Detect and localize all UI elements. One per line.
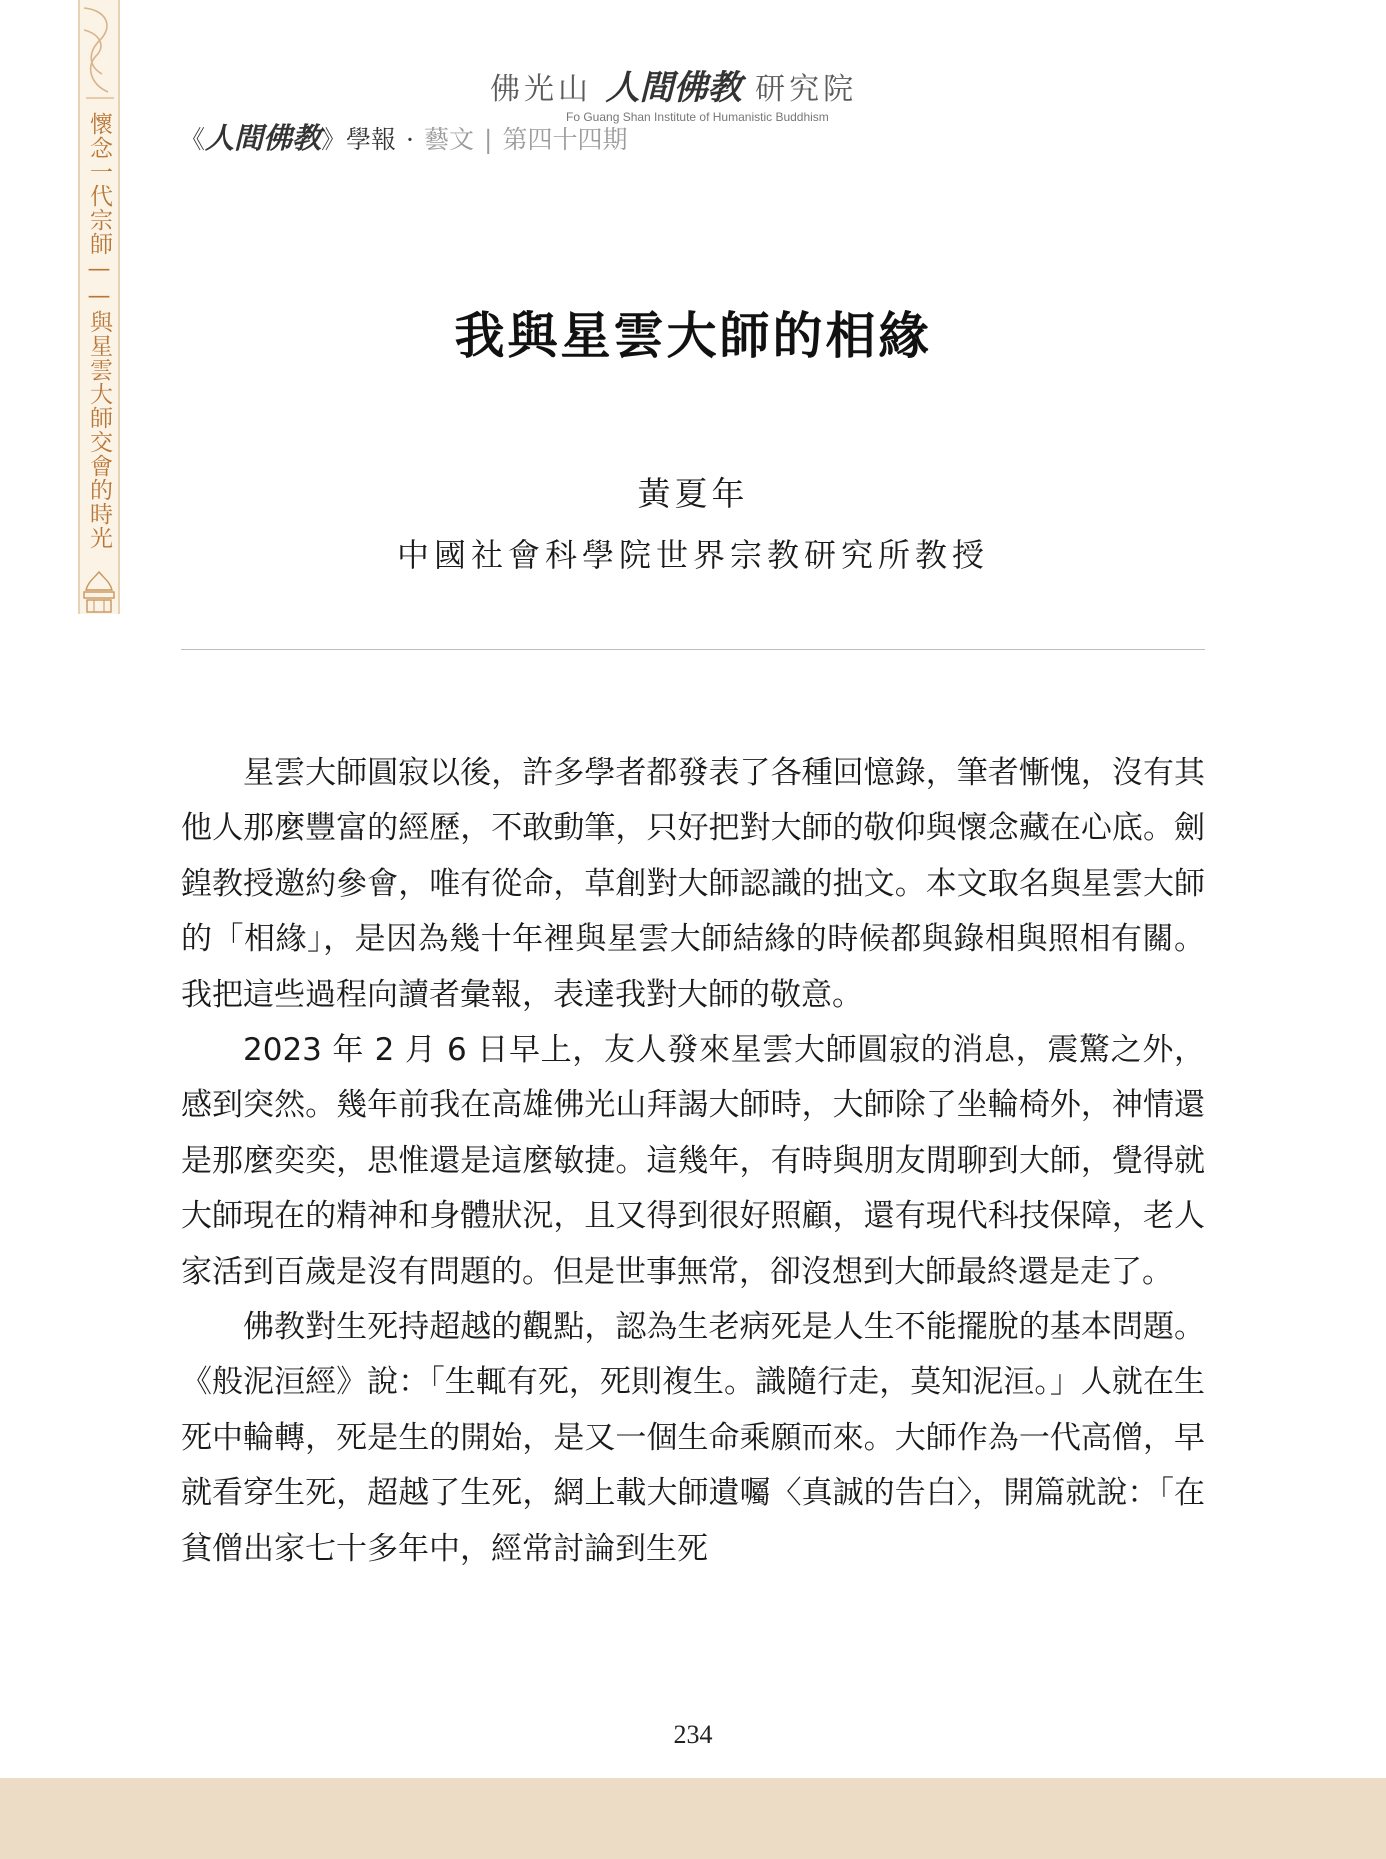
footer-band xyxy=(0,1778,1386,1859)
section-name: 藝文 xyxy=(424,125,475,154)
swirl-ornament-icon xyxy=(80,0,118,106)
institute-suffix: 研究院 xyxy=(755,72,858,107)
separator-bar: | xyxy=(484,125,493,154)
institute-name xyxy=(490,60,857,109)
journal-open: 《 xyxy=(180,125,206,154)
author-affiliation: 中國社會科學院世界宗教研究所教授 xyxy=(396,536,989,574)
body-paragraph: 佛教對生死持超越的觀點，認為生老病死是人生不能擺脫的基本問題。《般泥洹經》說：「生輒有死，死則複生。識隨行走，莫知泥洹。」人就在生死中輪轉，死是生的開始，是又一個生命乘願而來。大師作為一代高僧，早就看穿生死，超越了生死，網上載大師遺囑〈真誠的告白〉，開篇就說：「在貧僧出家七十多年中，經常討論到生死 xyxy=(181,1309,1205,1567)
institute-brand: 人間佛教 xyxy=(605,68,742,108)
institute-prefix: 佛光山 xyxy=(490,72,592,107)
issue-number: 第四十四期 xyxy=(502,125,628,154)
article-title: 我與星雲大師的相緣 xyxy=(454,306,932,365)
body-paragraph: 2023 年 2 月 6 日早上，友人發來星雲大師圓寂的消息，震驚之外，感到突然。幾年前我在高雄佛光山拜謁大師時，大師除了坐輪椅外，神情還是那麼奕奕，思惟還是這麼敏捷。這幾年，有時與朋友閒聊到大師，覺得就大師現在的精神和身體狀況，且又得到很好照顧，還有現代科技保障，老人家活到百歲是沒有問題的。但是世事無常，卻沒想到大師最終還是走了。 xyxy=(181,1032,1205,1290)
header-divider xyxy=(181,649,1205,650)
journal-running-head xyxy=(180,116,627,157)
article-body xyxy=(181,746,1205,1577)
body-paragraph: 星雲大師圓寂以後，許多學者都發表了各種回憶錄，筆者慚愧，沒有其他人那麼豐富的經歷，不敢動筆，只好把對大師的敬仰與懷念藏在心底。劍鍠教授邀約參會，唯有從命，草創對大師認識的拙文。本文取名與星雲大師的「相緣」，是因為幾十年裡與星雲大師結緣的時候都與錄相與照相有關。我把這些過程向讀者彙報，表達我對大師的敬意。 xyxy=(181,755,1205,1013)
stupa-ornament-icon xyxy=(80,570,118,614)
article-author: 黃夏年 xyxy=(637,474,749,513)
journal-close: 》學報 xyxy=(321,125,397,154)
journal-brand: 人間佛教 xyxy=(205,121,322,155)
institute-english-name: Fo Guang Shan Institute of Humanistic Buddhism xyxy=(566,110,829,124)
side-tab-title: 懷念一代宗師——與星雲大師交會的時光 xyxy=(86,112,112,550)
separator-dot: · xyxy=(406,125,414,154)
page-number: 234 xyxy=(673,1720,713,1749)
